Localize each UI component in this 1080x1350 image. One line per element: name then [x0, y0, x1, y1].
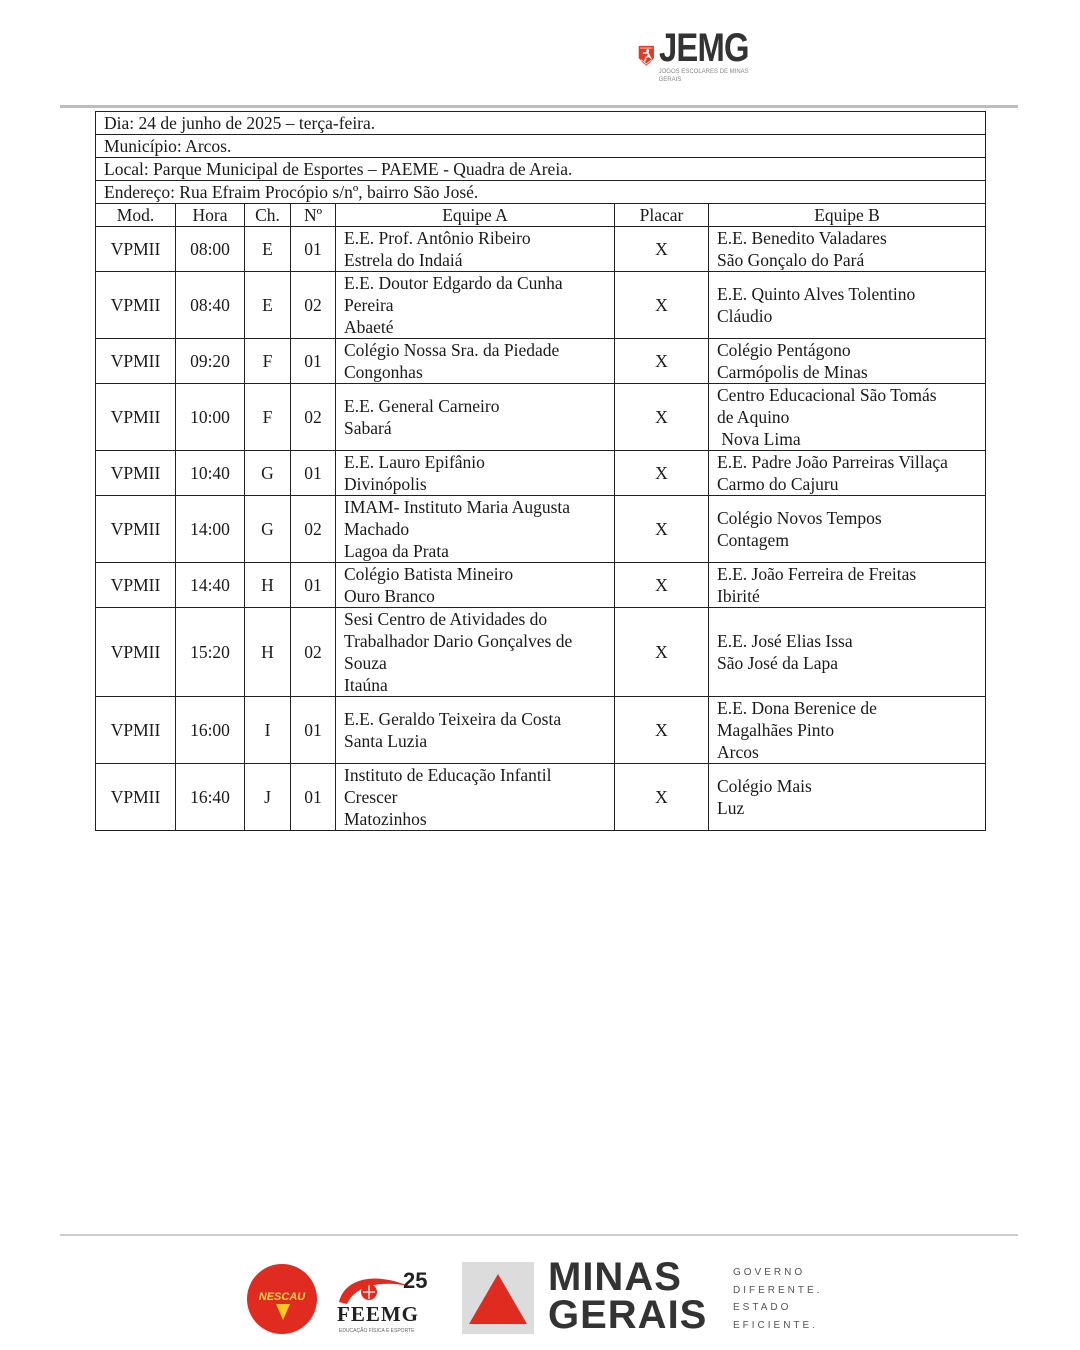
match-mod: VPMII — [96, 764, 176, 831]
match-score: X — [615, 496, 709, 563]
match-mod: VPMII — [96, 697, 176, 764]
info-date: Dia: 24 de junho de 2025 – terça-feira. — [96, 112, 986, 135]
team-a — [336, 384, 615, 451]
team-a — [336, 764, 615, 831]
team-line: Souza — [344, 653, 387, 673]
jemg-wordmark: JEMG — [658, 26, 749, 70]
match-time: 16:40 — [176, 764, 245, 831]
match-time: 14:00 — [176, 496, 245, 563]
match-mod: VPMII — [96, 563, 176, 608]
match-mod: VPMII — [96, 384, 176, 451]
match-time: 10:00 — [176, 384, 245, 451]
match-key: F — [245, 384, 291, 451]
match-key: I — [245, 697, 291, 764]
nescau-logo — [247, 1264, 317, 1334]
match-number: 01 — [291, 563, 336, 608]
team-line: Luz — [717, 798, 745, 818]
match-score: X — [615, 384, 709, 451]
match-mod: VPMII — [96, 451, 176, 496]
team-line: E.E. José Elias Issa — [717, 631, 853, 651]
team-line: Abaeté — [344, 317, 394, 337]
team-a — [336, 272, 615, 339]
match-score: X — [615, 764, 709, 831]
match-score: X — [615, 608, 709, 697]
match-number: 02 — [291, 496, 336, 563]
match-number: 01 — [291, 697, 336, 764]
column-header-chave: Ch. — [245, 204, 291, 227]
team-line: E.E. General Carneiro — [344, 396, 500, 416]
jemg-subtitle: JOGOS ESCOLARES DE MINAS GERAIS — [658, 69, 749, 83]
info-address: Endereço: Rua Efraim Procópio s/nº, bairro São José. — [96, 181, 986, 204]
column-header-placar: Placar — [615, 204, 709, 227]
column-header-equipe-b: Equipe B — [709, 204, 986, 227]
match-row — [96, 496, 986, 563]
team-line: São Gonçalo do Pará — [717, 250, 865, 270]
footer-sponsors — [0, 1256, 1080, 1346]
match-time: 16:00 — [176, 697, 245, 764]
match-score: X — [615, 563, 709, 608]
match-mod: VPMII — [96, 496, 176, 563]
team-line: Colégio Nossa Sra. da Piedade — [344, 340, 560, 360]
team-b — [709, 563, 986, 608]
match-row — [96, 339, 986, 384]
team-line: Ouro Branco — [344, 586, 435, 606]
team-line: Nova Lima — [717, 429, 801, 449]
team-b — [709, 608, 986, 697]
team-line: Congonhas — [344, 362, 423, 382]
team-line: de Aquino — [717, 407, 790, 427]
match-score: X — [615, 451, 709, 496]
match-time: 08:00 — [176, 227, 245, 272]
match-time: 10:40 — [176, 451, 245, 496]
government-slogan — [733, 1264, 822, 1334]
match-key: E — [245, 227, 291, 272]
team-a — [336, 563, 615, 608]
info-row-municipality — [96, 135, 986, 158]
team-line: Crescer — [344, 787, 398, 807]
match-score: X — [615, 697, 709, 764]
team-line: Sabará — [344, 418, 392, 438]
minas-gerais-emblem — [462, 1262, 534, 1334]
slogan-line: EFICIENTE. — [733, 1319, 819, 1331]
match-number: 02 — [291, 608, 336, 697]
match-number: 01 — [291, 451, 336, 496]
match-mod: VPMII — [96, 227, 176, 272]
team-line: Matozinhos — [344, 809, 427, 829]
team-line: Estrela do Indaiá — [344, 250, 463, 270]
team-line: E.E. João Ferreira de Freitas — [717, 564, 917, 584]
team-line: Pereira — [344, 295, 394, 315]
footer-divider — [60, 1234, 1018, 1236]
match-row — [96, 451, 986, 496]
team-b — [709, 339, 986, 384]
team-line: Machado — [344, 519, 410, 539]
info-venue: Local: Parque Municipal de Esportes – PAEME - Quadra de Areia. — [96, 158, 986, 181]
match-key: H — [245, 608, 291, 697]
team-line: Contagem — [717, 530, 789, 550]
match-row — [96, 272, 986, 339]
team-line: Colégio Pentágono — [717, 340, 851, 360]
match-mod: VPMII — [96, 272, 176, 339]
match-key: G — [245, 496, 291, 563]
team-line: Itaúna — [344, 675, 388, 695]
match-mod: VPMII — [96, 608, 176, 697]
team-line: Carmo do Cajuru — [717, 474, 839, 494]
match-score: X — [615, 227, 709, 272]
match-key: J — [245, 764, 291, 831]
team-line: Trabalhador Dario Gonçalves de — [344, 631, 573, 651]
lightning-icon — [276, 1304, 290, 1320]
match-time: 14:40 — [176, 563, 245, 608]
team-line: E.E. Prof. Antônio Ribeiro — [344, 228, 531, 248]
team-b — [709, 496, 986, 563]
slogan-line: ESTADO — [733, 1302, 792, 1313]
mg-word-minas: MINAS — [548, 1255, 682, 1299]
match-row — [96, 384, 986, 451]
match-row — [96, 764, 986, 831]
team-line: São José da Lapa — [717, 653, 839, 673]
match-row — [96, 563, 986, 608]
match-row — [96, 697, 986, 764]
match-row — [96, 608, 986, 697]
team-line: E.E. Benedito Valadares — [717, 228, 887, 248]
info-row-date — [96, 112, 986, 135]
match-time: 09:20 — [176, 339, 245, 384]
team-line: Divinópolis — [344, 474, 427, 494]
match-mod: VPMII — [96, 339, 176, 384]
match-row — [96, 227, 986, 272]
team-line: Cláudio — [717, 306, 773, 326]
team-line: Lagoa da Prata — [344, 541, 449, 561]
team-line: IMAM- Instituto Maria Augusta — [344, 497, 571, 517]
match-number: 01 — [291, 227, 336, 272]
column-header-equipe-a: Equipe A — [336, 204, 615, 227]
team-line: E.E. Padre João Parreiras Villaça — [717, 452, 948, 472]
team-line: E.E. Geraldo Teixeira da Costa — [344, 709, 562, 729]
team-b — [709, 451, 986, 496]
nescau-label: NESCAU — [258, 1291, 306, 1303]
team-line: Magalhães Pinto — [717, 720, 835, 740]
team-line: Centro Educacional São Tomás — [717, 385, 937, 405]
column-header-numero: Nº — [291, 204, 336, 227]
info-row-address — [96, 181, 986, 204]
column-header-mod: Mod. — [96, 204, 176, 227]
slogan-line: GOVERNO — [733, 1267, 806, 1278]
team-b — [709, 764, 986, 831]
match-key: E — [245, 272, 291, 339]
team-line: Colégio Novos Tempos — [717, 508, 882, 528]
match-score: X — [615, 272, 709, 339]
feemg-25-years: 25 — [403, 1268, 428, 1293]
team-line: Ibirité — [717, 586, 760, 606]
match-key: H — [245, 563, 291, 608]
team-b — [709, 697, 986, 764]
info-row-venue — [96, 158, 986, 181]
jemg-logo — [638, 26, 768, 90]
column-header-row — [96, 204, 986, 227]
team-line: Arcos — [717, 742, 759, 762]
team-line: Colégio Mais — [717, 776, 812, 796]
feemg-logo — [335, 1262, 435, 1340]
team-line: Santa Luzia — [344, 731, 428, 751]
team-a — [336, 339, 615, 384]
match-number: 02 — [291, 384, 336, 451]
match-number: 01 — [291, 764, 336, 831]
match-time: 15:20 — [176, 608, 245, 697]
team-b — [709, 384, 986, 451]
match-number: 01 — [291, 339, 336, 384]
team-a — [336, 496, 615, 563]
match-key: F — [245, 339, 291, 384]
match-time: 08:40 — [176, 272, 245, 339]
column-header-hora: Hora — [176, 204, 245, 227]
team-line: E.E. Doutor Edgardo da Cunha — [344, 273, 563, 293]
mg-word-gerais: GERAIS — [548, 1293, 708, 1337]
minas-gerais-wordmark — [548, 1255, 708, 1337]
team-line: E.E. Dona Berenice de — [717, 698, 877, 718]
match-number: 02 — [291, 272, 336, 339]
team-b — [709, 272, 986, 339]
header-divider — [60, 105, 1018, 108]
feemg-tagline: EDUCAÇÃO FÍSICA E ESPORTE — [339, 1328, 415, 1334]
feemg-name: FEEMG — [337, 1302, 419, 1326]
team-line: Sesi Centro de Atividades do — [344, 609, 548, 629]
team-a — [336, 227, 615, 272]
match-key: G — [245, 451, 291, 496]
schedule-table — [95, 111, 986, 831]
slogan-line: DIFERENTE. — [733, 1284, 823, 1296]
team-line: Instituto de Educação Infantil — [344, 765, 552, 785]
match-score: X — [615, 339, 709, 384]
team-line: Carmópolis de Minas — [717, 362, 868, 382]
team-line: E.E. Lauro Epifânio — [344, 452, 485, 472]
jemg-shield-icon — [638, 26, 655, 86]
team-line: E.E. Quinto Alves Tolentino — [717, 284, 916, 304]
team-a — [336, 697, 615, 764]
team-a — [336, 608, 615, 697]
team-line: Colégio Batista Mineiro — [344, 564, 514, 584]
team-b — [709, 227, 986, 272]
team-a — [336, 451, 615, 496]
triangle-icon — [469, 1274, 527, 1324]
info-municipality: Município: Arcos. — [96, 135, 986, 158]
